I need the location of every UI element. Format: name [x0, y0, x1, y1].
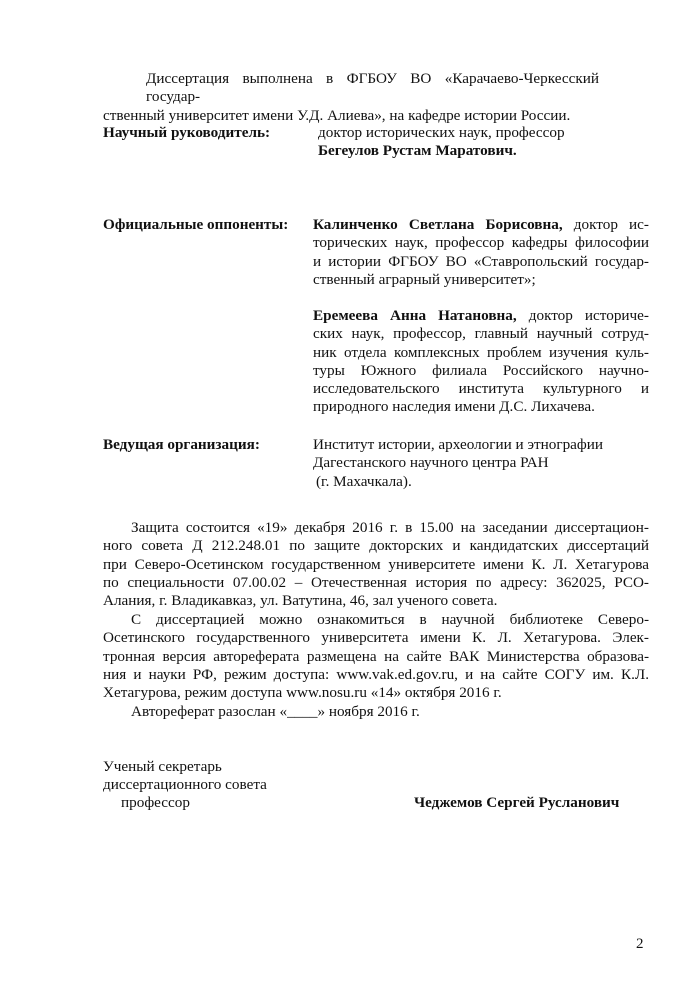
defense-line-1: Защита состоится «19» декабря 2016 г. в 15.00 на заседании диссертацион-	[131, 519, 649, 536]
leading-org-block	[313, 436, 649, 491]
opponent-2-line-5: исследовательского института культурного и	[313, 380, 649, 398]
library-paragraph	[103, 611, 649, 702]
opponent-2-line-4: туры Южного филиала Российского научно-	[313, 361, 649, 379]
opponent-2-line-3: ник отдела комплексных проблем изучения куль-	[313, 343, 649, 361]
supervisor-block	[318, 124, 608, 161]
opponent-1-line-4: ственный аграрный университет»;	[313, 270, 536, 288]
opponent-2-block	[313, 307, 649, 417]
intro-line-2: ственный университет имени У.Д. Алиева», на кафедре истории России.	[103, 106, 571, 124]
opponent-2-name: Еремеева Анна Натановна,	[313, 307, 517, 324]
opponent-1-line1-rest: доктор ис-	[562, 216, 649, 233]
leading-org-line-2: Дагестанского научного центра РАН	[313, 454, 549, 472]
secretary-line-2: диссертационного совета	[103, 776, 267, 793]
secretary-line-3: профессор	[121, 794, 190, 811]
opponent-1-line-3: и истории ФГБОУ ВО «Ставропольский государ-	[313, 252, 649, 270]
library-line-4: ния и науки РФ, режим доступа: www.vak.ed.gov.ru, и на сайте СОГУ им. К.Л.	[103, 665, 649, 683]
defense-line-5: Алания, г. Владикавказ, ул. Ватутина, 46, зал ученого совета.	[103, 592, 498, 610]
mailed-line: Автореферат разослан «____» ноября 2016 г.	[131, 703, 420, 720]
opponents-label: Официальные оппоненты:	[103, 216, 289, 233]
library-line-5: Хетагурова, режим доступа www.nosu.ru «14» октября 2016 г.	[103, 684, 502, 702]
opponent-1-line-2: торических наук, профессор кафедры философии	[313, 234, 649, 252]
leading-org-line-3: (г. Махачкала).	[316, 472, 412, 490]
defense-line-4: по специальности 07.00.02 – Отечественная история по адресу: 362025, РСО-	[103, 573, 649, 591]
intro-paragraph	[103, 70, 599, 125]
secretary-name: Чеджемов Сергей Русланович	[414, 794, 620, 811]
opponent-2-line-1	[313, 307, 649, 325]
intro-line-1: Диссертация выполнена в ФГБОУ ВО «Карачаево-Черкесский государ-	[146, 70, 599, 106]
opponent-2-line-6: природного наследия имени Д.С. Лихачева.	[313, 398, 595, 416]
supervisor-degree: доктор исторических наук, профессор	[318, 124, 565, 141]
opponent-2-line1-rest: доктор историче-	[516, 307, 649, 324]
defense-line-2: ного совета Д 212.248.01 по защите докторских и кандидатских диссертаций	[103, 537, 649, 555]
page-number: 2	[636, 936, 644, 952]
defense-paragraph	[103, 519, 649, 610]
secretary-line-1: Ученый секретарь	[103, 758, 222, 775]
opponent-1-name: Калинченко Светлана Борисовна,	[313, 216, 563, 233]
library-line-3: тронная версия автореферата размещена на сайте ВАК Министерства образова-	[103, 647, 649, 665]
library-line-1: С диссертацией можно ознакомиться в научной библиотеке Северо-	[131, 611, 649, 628]
leading-org-label: Ведущая организация:	[103, 436, 260, 453]
supervisor-name: Бегеулов Рустам Маратович.	[318, 142, 517, 160]
opponent-1-block	[313, 216, 649, 289]
library-line-2: Осетинского государственного университета имени К. Л. Хетагурова. Элек-	[103, 629, 649, 647]
supervisor-label: Научный руководитель:	[103, 124, 271, 141]
defense-line-3: при Северо-Осетинском государственном университете имени К. Л. Хетагурова	[103, 555, 649, 573]
opponent-1-line-1	[313, 216, 649, 234]
leading-org-line-1: Институт истории, археологии и этнографии	[313, 436, 604, 453]
opponent-2-line-2: ских наук, профессор, главный научный сотруд-	[313, 325, 649, 343]
